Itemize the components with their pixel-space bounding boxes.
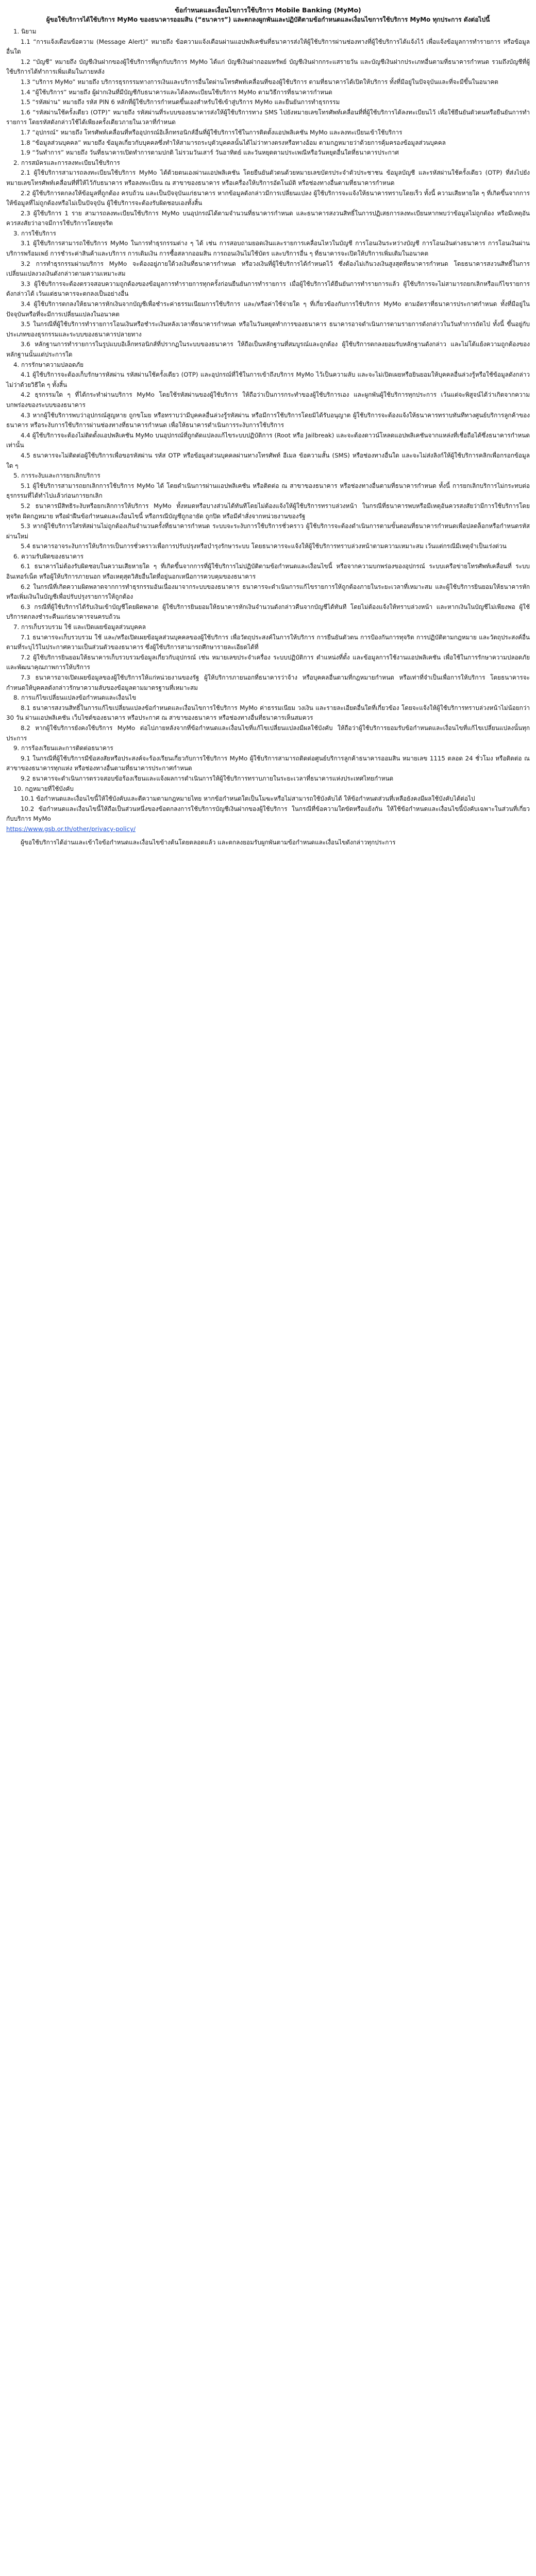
- clause-paragraph: 2.1 ผู้ใช้บริการสามารถลงทะเบียนใช้บริการ MyMo ได้ด้วยตนเองผ่านแอปพลิเคชัน โดยยืนยันตัวตนด้วยหมายเลขบัตรประจำตัวประชาชน ข้อมูลบัญชี และรหัสผ่านใช้ครั้งเดียว (OTP) ที่ส่งไปยังหมายเลขโทรศัพท์เคลื่อนที่ที่ให้ไว้กับธนาคาร หรือลงทะเบียน ณ สาขาของธนาคาร หรือเครื่องให้บริการอัตโนมัติ หรือช่องทางอื่นตามที่ธนาคารกำหนด: [6, 169, 530, 187]
- clause-paragraph: 9.2 ธนาคารจะดำเนินการตรวจสอบข้อร้องเรียนและแจ้งผลการดำเนินการให้ผู้ใช้บริการทราบภายในระยะเวลาที่ธนาคารแห่งประเทศไทยกำหนด: [21, 774, 394, 782]
- clause-paragraph: 7.3 ธนาคารอาจเปิดเผยข้อมูลของผู้ใช้บริการให้แก่หน่วยงานของรัฐ ผู้ให้บริการภายนอกที่ธนาคารว่าจ้าง หรือบุคคลอื่นตามที่กฎหมายกำหนด หรือเท่าที่จำเป็นเพื่อการให้บริการ โดยธนาคารจะกำหนดให้บุคคลดังกล่าวรักษาความลับของข้อมูลตามมาตรฐานที่เหมาะสม: [6, 674, 530, 691]
- clause-paragraph: 3.3 ผู้ใช้บริการจะต้องตรวจสอบความถูกต้องของข้อมูลการทำรายการทุกครั้งก่อนยืนยันการทำรายการ เมื่อผู้ใช้บริการได้ยืนยันการทำรายการแล้ว ผู้ใช้บริการจะไม่สามารถยกเลิกหรือแก้ไขรายการดังกล่าวได้ เว้นแต่ธนาคารจะตกลงเป็นอย่างอื่น: [6, 280, 530, 298]
- clause-paragraph: 1.7 “อุปกรณ์” หมายถึง โทรศัพท์เคลื่อนที่หรืออุปกรณ์อิเล็กทรอนิกส์อื่นที่ผู้ใช้บริการใช้ในการติดตั้งแอปพลิเคชัน MyMo และลงทะเบียนเข้าใช้บริการ: [21, 128, 403, 136]
- section-heading: 7. การเก็บรวบรวม ใช้ และเปิดเผยข้อมูลส่วนบุคคล: [13, 623, 146, 631]
- clause-paragraph: 2.2 ผู้ใช้บริการตกลงให้ข้อมูลที่ถูกต้อง ครบถ้วน และเป็นปัจจุบันแก่ธนาคาร หากข้อมูลดังกล่าวมีการเปลี่ยนแปลง ผู้ใช้บริการจะแจ้งให้ธนาคารทราบโดยเร็ว ทั้งนี้ ความเสียหายใด ๆ ที่เกิดขึ้นจากการให้ข้อมูลที่ไม่ถูกต้องหรือไม่เป็นปัจจุบัน ผู้ใช้บริการจะต้องรับผิดชอบเองทั้งสิ้น: [6, 189, 530, 207]
- clause-paragraph: 6.1 ธนาคารไม่ต้องรับผิดชอบในความเสียหายใด ๆ ที่เกิดขึ้นจากการที่ผู้ใช้บริการไม่ปฏิบัติตามข้อกำหนดและเงื่อนไขนี้ หรือจากความบกพร่องของอุปกรณ์ ระบบเครือข่ายโทรศัพท์เคลื่อนที่ ระบบอินเทอร์เน็ต หรือผู้ให้บริการภายนอก หรือเหตุสุดวิสัยอื่นใดที่อยู่นอกเหนือการควบคุมของธนาคาร: [6, 563, 530, 581]
- section-heading: 8. การแก้ไขเปลี่ยนแปลงข้อกำหนดและเงื่อนไข: [13, 694, 137, 702]
- clause-paragraph: 5.1 ผู้ใช้บริการสามารถยกเลิกการใช้บริการ MyMo ได้ โดยดำเนินการผ่านแอปพลิเคชัน หรือติดต่อ ณ สาขาของธนาคาร หรือช่องทางอื่นตามที่ธนาคารกำหนด ทั้งนี้ การยกเลิกบริการไม่กระทบต่อธุรกรรมที่ได้ทำไปแล้วก่อนการยกเลิก: [6, 482, 530, 500]
- section-heading: 6. ความรับผิดของธนาคาร: [13, 552, 83, 560]
- clause-paragraph: 10.2 ข้อกำหนดและเงื่อนไขนี้ให้ถือเป็นส่วนหนึ่งของข้อตกลงการใช้บริการบัญชีเงินฝากของผู้ใช้บริการ ในกรณีที่ข้อความใดขัดหรือแย้งกัน ให้ใช้ข้อกำหนดและเงื่อนไขนี้บังคับเฉพาะในส่วนที่เกี่ยวกับบริการ MyMo: [6, 805, 530, 823]
- section-heading: 1. นิยาม: [13, 28, 37, 35]
- section-heading: 10. กฎหมายที่ใช้บังคับ: [13, 785, 74, 792]
- clause-paragraph: 8.1 ธนาคารสงวนสิทธิ์ในการแก้ไขเปลี่ยนแปลงข้อกำหนดและเงื่อนไขการใช้บริการ MyMo ค่าธรรมเนียม วงเงิน และรายละเอียดอื่นใดที่เกี่ยวข้อง โดยจะแจ้งให้ผู้ใช้บริการทราบล่วงหน้าไม่น้อยกว่า 30 วัน ผ่านแอปพลิเคชัน เว็บไซต์ของธนาคาร หรือประกาศ ณ สาขาของธนาคาร หรือช่องทางอื่นที่ธนาคารเห็นสมควร: [6, 704, 530, 722]
- clause-paragraph: 6.2 ในกรณีที่เกิดความผิดพลาดจากการทำธุรกรรมอันเนื่องมาจากระบบของธนาคาร ธนาคารจะดำเนินการแก้ไขรายการให้ถูกต้องภายในระยะเวลาที่เหมาะสม และผู้ใช้บริการยินยอมให้ธนาคารหักหรือเพิ่มเงินในบัญชีเพื่อปรับปรุงรายการให้ถูกต้อง: [6, 583, 530, 601]
- clause-paragraph: 1.9 “วันทำการ” หมายถึง วันที่ธนาคารเปิดทำการตามปกติ ไม่รวมวันเสาร์ วันอาทิตย์ และวันหยุดตามประเพณีหรือวันหยุดอื่นใดที่ธนาคารประกาศ: [21, 149, 399, 157]
- document-intro: ผู้ขอใช้บริการได้ใช้บริการ MyMo ของธนาคารออมสิน (“ธนาคาร”) และตกลงผูกพันและปฏิบัติตามข้อกำหนดและเงื่อนไขการใช้บริการ MyMo ทุกประการ ดังต่อไปนี้: [46, 16, 490, 23]
- clause-paragraph: 1.4 “ผู้ใช้บริการ” หมายถึง ผู้ฝากเงินที่มีบัญชีกับธนาคารและได้ลงทะเบียนใช้บริการ MyMo ตามวิธีการที่ธนาคารกำหนด: [21, 88, 332, 96]
- terms-body: [6, 27, 530, 824]
- clause-paragraph: 8.2 หากผู้ใช้บริการยังคงใช้บริการ MyMo ต่อไปภายหลังจากที่ข้อกำหนดและเงื่อนไขที่แก้ไขเปลี่ยนแปลงมีผลใช้บังคับ ให้ถือว่าผู้ใช้บริการยอมรับข้อกำหนดและเงื่อนไขที่แก้ไขเปลี่ยนแปลงนั้นทุกประการ: [6, 724, 530, 742]
- clause-paragraph: 1.1 “การแจ้งเตือนข้อความ (Message Alert)” หมายถึง ข้อความแจ้งเตือนผ่านแอปพลิเคชันที่ธนาคารส่งให้ผู้ใช้บริการผ่านช่องทางที่ผู้ใช้บริการได้แจ้งไว้ เพื่อแจ้งข้อมูลการทำรายการ หรือข้อมูลอื่นใด: [6, 38, 530, 56]
- clause-paragraph: 7.2 ผู้ใช้บริการยินยอมให้ธนาคารเก็บรวบรวมข้อมูลเกี่ยวกับอุปกรณ์ เช่น หมายเลขประจำเครื่อง ระบบปฏิบัติการ ตำแหน่งที่ตั้ง และข้อมูลการใช้งานแอปพลิเคชัน เพื่อใช้ในการรักษาความปลอดภัยและพัฒนาคุณภาพการให้บริการ: [6, 653, 530, 671]
- section-heading: 2. การสมัครและการลงทะเบียนใช้บริการ: [13, 159, 120, 166]
- clause-paragraph: 3.6 หลักฐานการทำรายการในรูปแบบอิเล็กทรอนิกส์ที่ปรากฏในระบบของธนาคาร ให้ถือเป็นหลักฐานที่สมบูรณ์และถูกต้อง ผู้ใช้บริการตกลงยอมรับหลักฐานดังกล่าว และไม่โต้แย้งความถูกต้องของหลักฐานนั้นแต่ประการใด: [6, 341, 530, 358]
- clause-paragraph: 3.4 ผู้ใช้บริการตกลงให้ธนาคารหักเงินจากบัญชีเพื่อชำระค่าธรรมเนียมการใช้บริการ และ/หรือค่าใช้จ่ายใด ๆ ที่เกี่ยวข้องกับการใช้บริการ MyMo ตามอัตราที่ธนาคารประกาศกำหนด ทั้งที่มีอยู่ในปัจจุบันหรือที่จะมีการเปลี่ยนแปลงในอนาคต: [6, 300, 530, 318]
- clause-paragraph: 4.3 หากผู้ใช้บริการพบว่าอุปกรณ์สูญหาย ถูกขโมย หรือทราบว่ามีบุคคลอื่นล่วงรู้รหัสผ่าน หรือมีการใช้บริการโดยมิได้รับอนุญาต ผู้ใช้บริการจะต้องแจ้งให้ธนาคารทราบทันทีทางศูนย์บริการลูกค้าของธนาคาร หรือระงับการใช้บริการผ่านช่องทางที่ธนาคารกำหนด เพื่อให้ธนาคารดำเนินการระงับการใช้บริการ: [6, 411, 530, 429]
- clause-paragraph: 3.5 ในกรณีที่ผู้ใช้บริการทำรายการโอนเงินหรือชำระเงินหลังเวลาที่ธนาคารกำหนด หรือในวันหยุดทำการของธนาคาร ธนาคารอาจดำเนินการตามรายการดังกล่าวในวันทำการถัดไป ทั้งนี้ ขึ้นอยู่กับประเภทของธุรกรรมและระบบของธนาคารปลายทาง: [6, 320, 530, 338]
- clause-paragraph: 7.1 ธนาคารจะเก็บรวบรวม ใช้ และ/หรือเปิดเผยข้อมูลส่วนบุคคลของผู้ใช้บริการ เพื่อวัตถุประสงค์ในการให้บริการ การยืนยันตัวตน การป้องกันการทุจริต การปฏิบัติตามกฎหมาย และวัตถุประสงค์อื่นตามที่ระบุไว้ในประกาศความเป็นส่วนตัวของธนาคาร ซึ่งผู้ใช้บริการสามารถศึกษารายละเอียดได้ที่: [6, 633, 530, 651]
- clause-paragraph: 1.8 “ข้อมูลส่วนบุคคล” หมายถึง ข้อมูลเกี่ยวกับบุคคลซึ่งทำให้สามารถระบุตัวบุคคลนั้นได้ไม่ว่าทางตรงหรือทางอ้อม ตามกฎหมายว่าด้วยการคุ้มครองข้อมูลส่วนบุคคล: [21, 139, 446, 146]
- clause-paragraph: 10.1 ข้อกำหนดและเงื่อนไขนี้ให้ใช้บังคับและตีความตามกฎหมายไทย หากข้อกำหนดใดเป็นโมฆะหรือไม่สามารถใช้บังคับได้ ให้ข้อกำหนดส่วนที่เหลือยังคงมีผลใช้บังคับได้ต่อไป: [21, 795, 475, 803]
- section-heading: 5. การระงับและการยกเลิกบริการ: [13, 472, 100, 480]
- clause-paragraph: 4.4 ผู้ใช้บริการจะต้องไม่ติดตั้งแอปพลิเคชัน MyMo บนอุปกรณ์ที่ถูกดัดแปลงแก้ไขระบบปฏิบัติการ (Root หรือ Jailbreak) และจะต้องดาวน์โหลดแอปพลิเคชันจากแหล่งที่เชื่อถือได้ซึ่งธนาคารกำหนดเท่านั้น: [6, 431, 530, 449]
- clause-paragraph: 4.1 ผู้ใช้บริการจะต้องเก็บรักษารหัสผ่าน รหัสผ่านใช้ครั้งเดียว (OTP) และอุปกรณ์ที่ใช้ในการเข้าถึงบริการ MyMo ไว้เป็นความลับ และจะไม่เปิดเผยหรือยินยอมให้บุคคลอื่นล่วงรู้หรือใช้ข้อมูลดังกล่าวไม่ว่าด้วยวิธีใด ๆ ทั้งสิ้น: [6, 371, 530, 388]
- section-heading: 9. การร้องเรียนและการติดต่อธนาคาร: [13, 744, 113, 752]
- clause-paragraph: 9.1 ในกรณีที่ผู้ใช้บริการมีข้อสงสัยหรือประสงค์จะร้องเรียนเกี่ยวกับการใช้บริการ MyMo ผู้ใช้บริการสามารถติดต่อศูนย์บริการลูกค้าธนาคารออมสิน หมายเลข 1115 ตลอด 24 ชั่วโมง หรือติดต่อ ณ สาขาของธนาคารทุกแห่ง หรือช่องทางอื่นตามที่ธนาคารประกาศกำหนด: [6, 754, 530, 772]
- clause-paragraph: 2.3 ผู้ใช้บริการ 1 ราย สามารถลงทะเบียนใช้บริการ MyMo บนอุปกรณ์ได้ตามจำนวนที่ธนาคารกำหนด และธนาคารสงวนสิทธิ์ในการปฏิเสธการลงทะเบียนหากพบว่าข้อมูลไม่ถูกต้อง หรือมีเหตุอันควรสงสัยว่าอาจมีการใช้บริการโดยทุจริต: [6, 209, 530, 227]
- clause-paragraph: 6.3 กรณีที่ผู้ใช้บริการได้รับเงินเข้าบัญชีโดยผิดพลาด ผู้ใช้บริการยินยอมให้ธนาคารหักเงินจำนวนดังกล่าวคืนจากบัญชีได้ทันที โดยไม่ต้องแจ้งให้ทราบล่วงหน้า และหากเงินในบัญชีไม่เพียงพอ ผู้ใช้บริการตกลงชำระคืนแก่ธนาคารจนครบถ้วน: [6, 603, 530, 621]
- clause-paragraph: 4.5 ธนาคารจะไม่ติดต่อผู้ใช้บริการเพื่อขอรหัสผ่าน รหัส OTP หรือข้อมูลส่วนบุคคลผ่านทางโทรศัพท์ อีเมล ข้อความสั้น (SMS) หรือช่องทางอื่นใด และจะไม่ส่งลิงก์ให้ผู้ใช้บริการคลิกเพื่อกรอกข้อมูลใด ๆ: [6, 451, 530, 469]
- section-heading: 4. การรักษาความปลอดภัย: [13, 361, 84, 368]
- clause-paragraph: 4.2 ธุรกรรมใด ๆ ที่ได้กระทำผ่านบริการ MyMo โดยใช้รหัสผ่านของผู้ใช้บริการ ให้ถือว่าเป็นการกระทำของผู้ใช้บริการเอง และผูกพันผู้ใช้บริการทุกประการ เว้นแต่จะพิสูจน์ได้ว่าเกิดจากความบกพร่องของระบบของธนาคาร: [6, 391, 530, 409]
- clause-paragraph: 3.2 การทำธุรกรรมผ่านบริการ MyMo จะต้องอยู่ภายใต้วงเงินที่ธนาคารกำหนด หรือวงเงินที่ผู้ใช้บริการได้กำหนดไว้ ซึ่งต้องไม่เกินวงเงินสูงสุดที่ธนาคารกำหนด โดยธนาคารสงวนสิทธิ์ในการเปลี่ยนแปลงวงเงินดังกล่าวตามความเหมาะสม: [6, 260, 530, 278]
- clause-paragraph: 1.5 “รหัสผ่าน” หมายถึง รหัส PIN 6 หลักที่ผู้ใช้บริการกำหนดขึ้นเองสำหรับใช้เข้าสู่บริการ MyMo และยืนยันการทำธุรกรรม: [21, 98, 340, 106]
- clause-paragraph: 5.2 ธนาคารมีสิทธิระงับหรือยกเลิกการให้บริการ MyMo ทั้งหมดหรือบางส่วนได้ทันทีโดยไม่ต้องแจ้งให้ผู้ใช้บริการทราบล่วงหน้า ในกรณีที่ธนาคารพบหรือมีเหตุอันควรสงสัยว่ามีการใช้บริการโดยทุจริต ผิดกฎหมาย หรือฝ่าฝืนข้อกำหนดและเงื่อนไขนี้ หรือกรณีบัญชีถูกอายัด ถูกปิด หรือมีคำสั่งจากหน่วยงานของรัฐ: [6, 502, 530, 520]
- privacy-policy-link[interactable]: https://www.gsb.or.th/other/privacy-policy/: [6, 825, 136, 833]
- closing-statement: ผู้ขอใช้บริการได้อ่านและเข้าใจข้อกำหนดและเงื่อนไขข้างต้นโดยตลอดแล้ว และตกลงยอมรับผูกพันตามข้อกำหนดและเงื่อนไขดังกล่าวทุกประการ: [21, 838, 396, 846]
- clause-paragraph: 5.4 ธนาคารอาจระงับการให้บริการเป็นการชั่วคราวเพื่อการปรับปรุงหรือบำรุงรักษาระบบ โดยธนาคารจะแจ้งให้ผู้ใช้บริการทราบล่วงหน้าตามความเหมาะสม เว้นแต่กรณีมีเหตุจำเป็นเร่งด่วน: [21, 543, 507, 550]
- clause-paragraph: 5.3 หากผู้ใช้บริการใส่รหัสผ่านไม่ถูกต้องเกินจำนวนครั้งที่ธนาคารกำหนด ระบบจะระงับการใช้บริการชั่วคราว ผู้ใช้บริการจะต้องดำเนินการตามขั้นตอนที่ธนาคารกำหนดเพื่อปลดล็อกหรือกำหนดรหัสผ่านใหม่: [6, 522, 530, 540]
- privacy-url-line: [6, 824, 530, 835]
- clause-paragraph: 1.2 “บัญชี” หมายถึง บัญชีเงินฝากของผู้ใช้บริการที่ผูกกับบริการ MyMo ได้แก่ บัญชีเงินฝากออมทรัพย์ บัญชีเงินฝากกระแสรายวัน และบัญชีเงินฝากประเภทอื่นตามที่ธนาคารกำหนด รวมถึงบัญชีที่ผู้ใช้บริการได้ทำการเพิ่มเติมในภายหลัง: [6, 58, 530, 76]
- clause-paragraph: 3.1 ผู้ใช้บริการสามารถใช้บริการ MyMo ในการทำธุรกรรมต่าง ๆ ได้ เช่น การสอบถามยอดเงินและรายการเคลื่อนไหวในบัญชี การโอนเงินระหว่างบัญชี การโอนเงินต่างธนาคาร การโอนเงินผ่านบริการพร้อมเพย์ การชำระค่าสินค้าและบริการ การเติมเงิน การซื้อสลากออมสิน การถอนเงินไม่ใช้บัตร และบริการอื่น ๆ ที่ธนาคารจะเปิดให้บริการเพิ่มเติมในอนาคต: [6, 240, 530, 258]
- document-title: ข้อกำหนดและเงื่อนไขการใช้บริการ Mobile Banking (MyMo): [175, 6, 361, 14]
- section-heading: 3. การใช้บริการ: [13, 229, 56, 237]
- clause-paragraph: 1.3 “บริการ MyMo” หมายถึง บริการธุรกรรมทางการเงินและบริการอื่นใดผ่านโทรศัพท์เคลื่อนที่ของผู้ใช้บริการ ตามที่ธนาคารได้เปิดให้บริการ ทั้งที่มีอยู่ในปัจจุบันและที่จะมีขึ้นในอนาคต: [21, 78, 498, 86]
- clause-paragraph: 1.6 “รหัสผ่านใช้ครั้งเดียว (OTP)” หมายถึง รหัสผ่านที่ระบบของธนาคารส่งให้ผู้ใช้บริการทาง SMS ไปยังหมายเลขโทรศัพท์เคลื่อนที่ที่ผู้ใช้บริการได้ลงทะเบียนไว้ เพื่อใช้ยืนยันตัวตนหรือยืนยันการทำรายการ โดยรหัสดังกล่าวใช้ได้เพียงครั้งเดียวภายในเวลาที่กำหนด: [6, 108, 530, 126]
